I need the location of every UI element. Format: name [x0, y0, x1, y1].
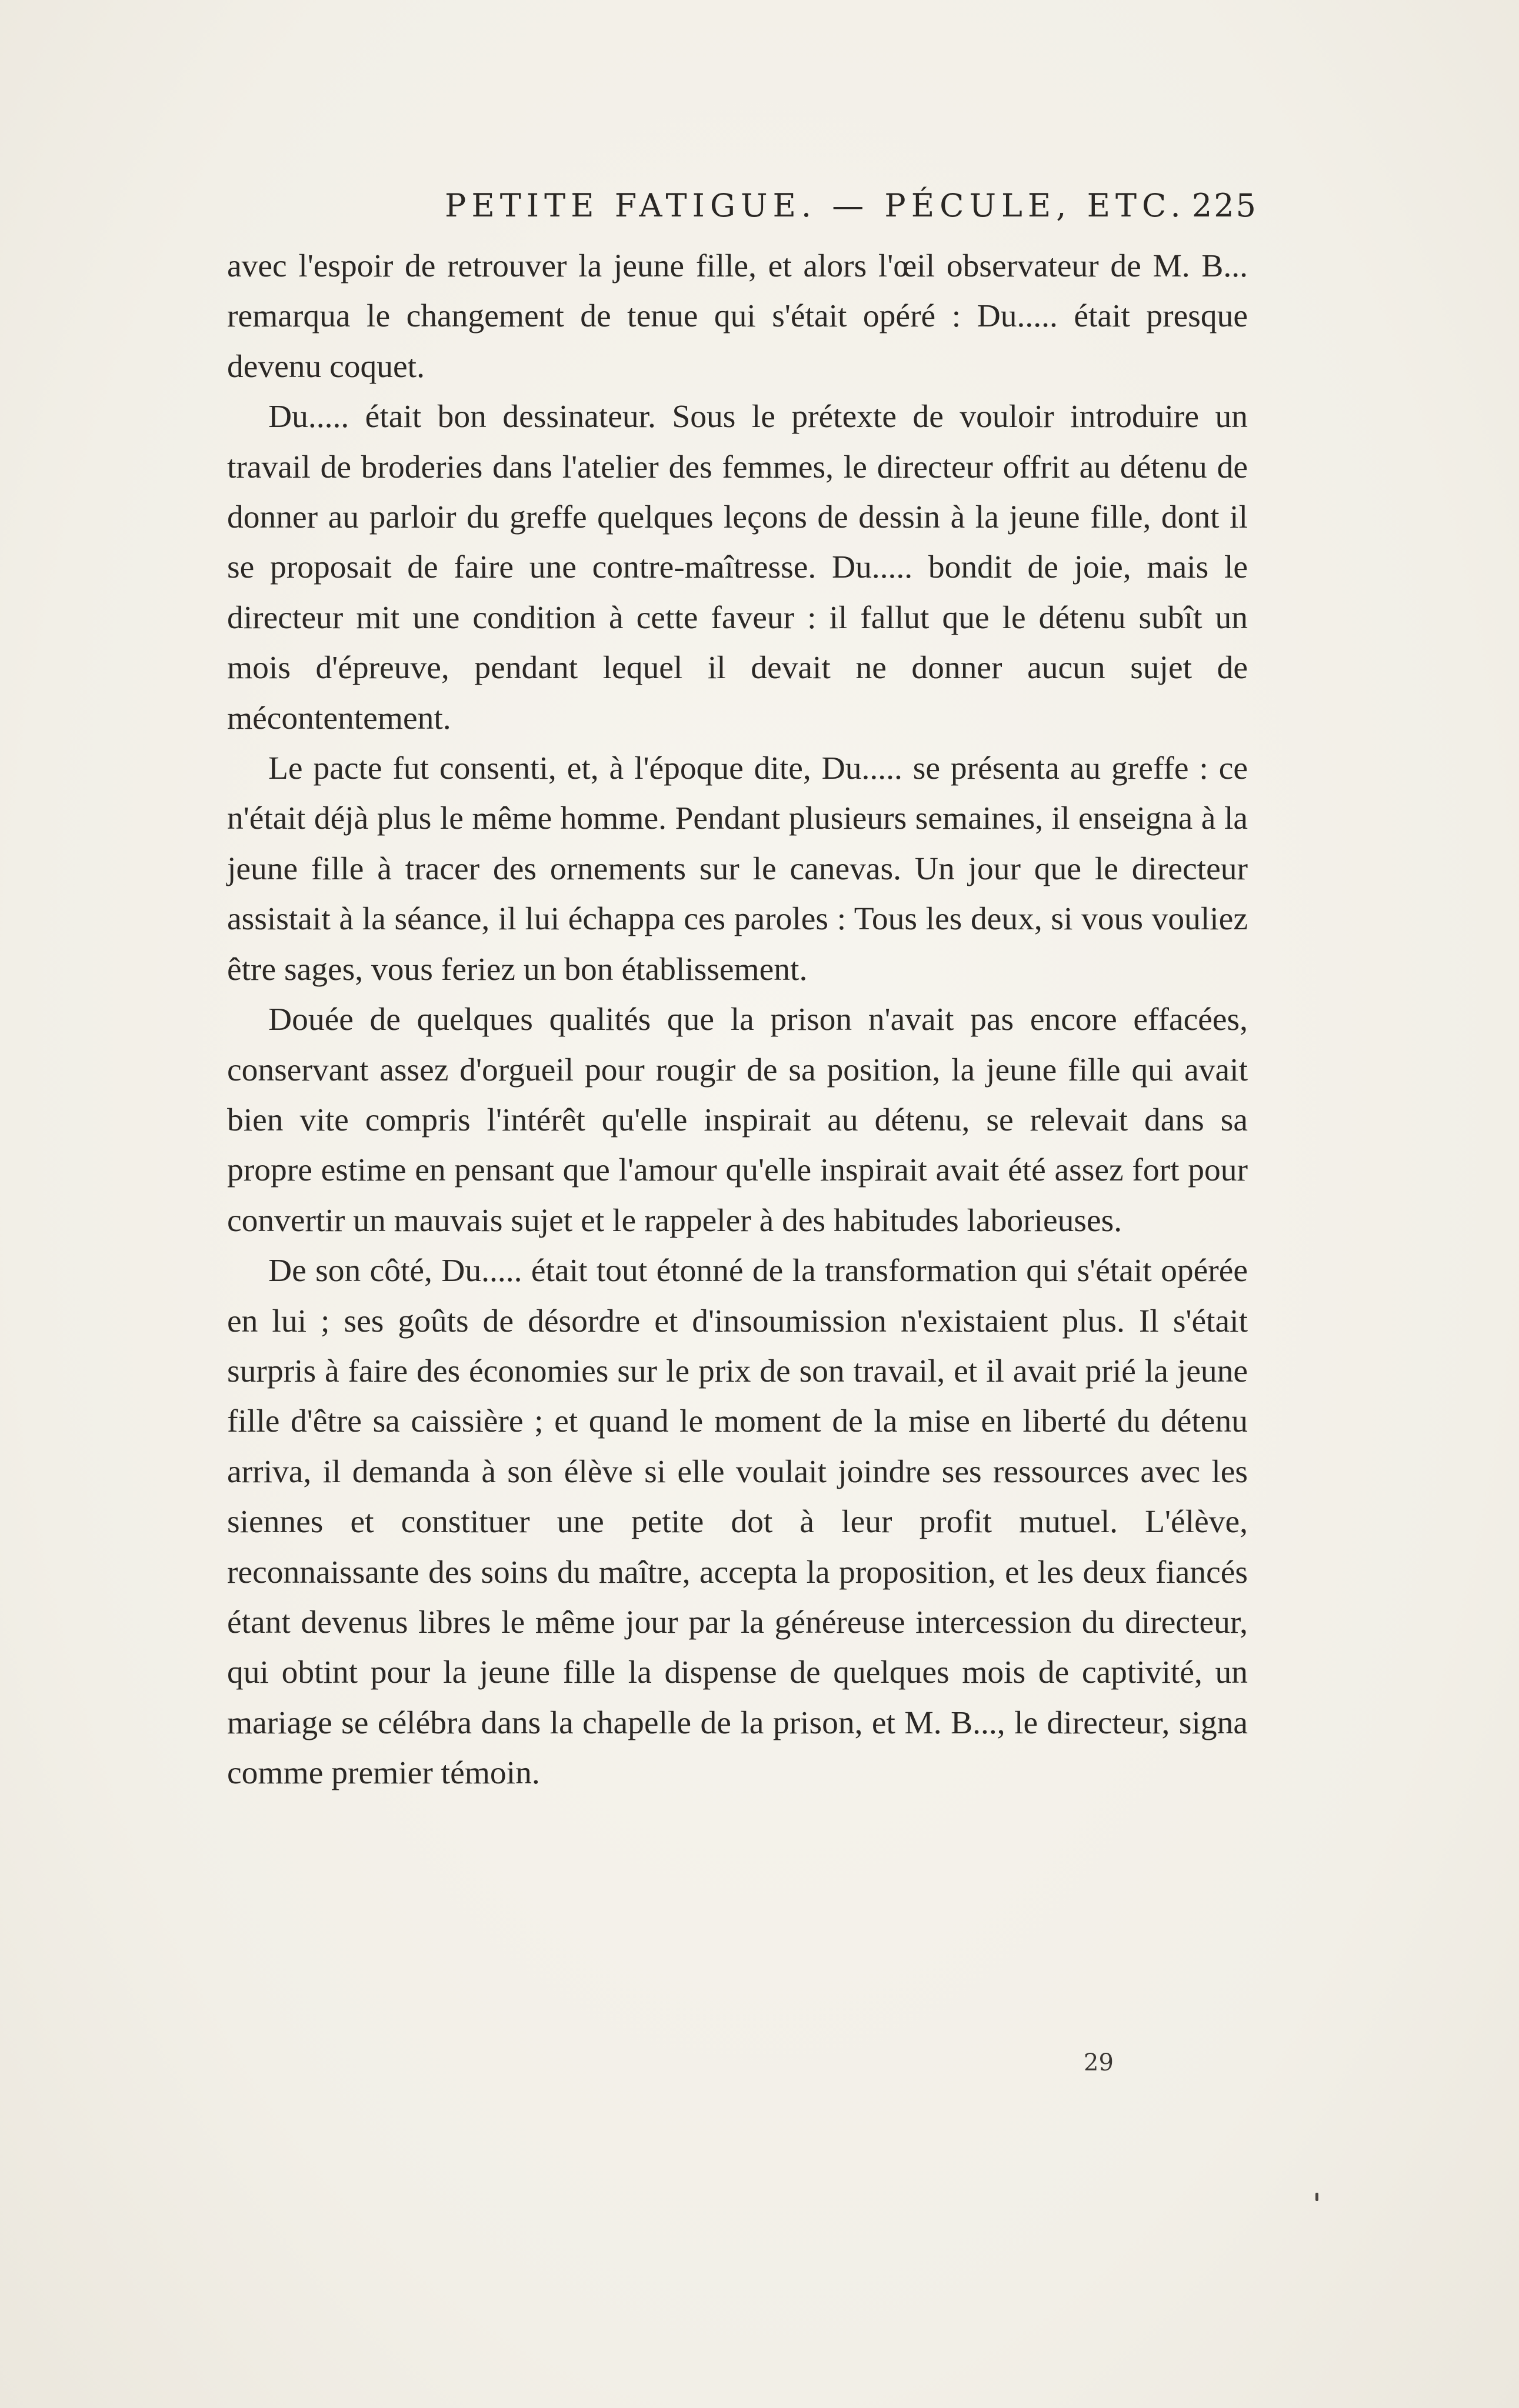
page-header [227, 187, 1258, 234]
running-head: PETITE FATIGUE. — PÉCULE, ETC. [445, 187, 1186, 224]
paper-speck [1315, 2193, 1318, 2201]
paragraph: Douée de quelques qualités que la prison n'avait pas encore effacées, conservant assez d'orgueil pour rougir de sa position, la jeune fille qui avait bien vite compris l'intérêt qu'elle inspirait au détenu, se relevait dans sa propre estime en pensant que l'amour qu'elle inspirait avait été assez fort pour convertir un mauvais sujet et le rappeler à des habitudes laborieuses. [227, 1002, 1248, 1239]
signature-mark: 29 [1084, 2049, 1114, 2076]
paragraph-continuation: avec l'espoir de retrouver la jeune fille, et alors l'œil observateur de M. B... remarqua le changement de tenue qui s'était opéré : Du..... était presque devenu coquet. [227, 248, 1248, 385]
paragraph: Du..... était bon dessinateur. Sous le prétexte de vouloir introduire un travail de broderies dans l'atelier des femmes, le directeur offrit au détenu de donner au parloir du greffe quelques leçons de dessin à la jeune fille, dont il se proposait de faire une contre-maîtresse. Du..... bondit de joie, mais le directeur mit une condition à cette faveur : il fallut que le détenu subît un mois d'épreuve, pendant lequel il devait ne donner aucun sujet de mécontentement. [227, 399, 1248, 736]
page-number: 225 [1191, 187, 1258, 224]
paragraph: Le pacte fut consenti, et, à l'époque dite, Du..... se présenta au greffe : ce n'était déjà plus le même homme. Pendant plusieurs semaines, il enseigna à la jeune fille à tracer des ornements sur le canevas. Un jour que le directeur assistait à la séance, il lui échappa ces paroles : Tous les deux, si vous vouliez être sages, vous feriez un bon établissement. [227, 751, 1248, 988]
paragraph: De son côté, Du..... était tout étonné de la transformation qui s'était opérée en lui ; ses goûts de désordre et d'insoumission n'existaient plus. Il s'était surpris à faire des économies sur le prix de son travail, et il avait prié la jeune fille d'être sa caissière ; et quand le moment de la mise en liberté du détenu arriva, il demanda à son élève si elle voulait joindre ses ressources avec les siennes et constituer une petite dot à leur profit mutuel. L'élève, reconnaissante des soins du maître, accepta la proposition, et les deux fiancés étant devenus libres le même jour par la généreuse intercession du directeur, qui obtint pour la jeune fille la dispense de quelques mois de captivité, un mariage se célébra dans la chapelle de la prison, et M. B..., le directeur, signa comme premier témoin. [227, 1253, 1248, 1792]
body-text [227, 241, 1248, 1799]
